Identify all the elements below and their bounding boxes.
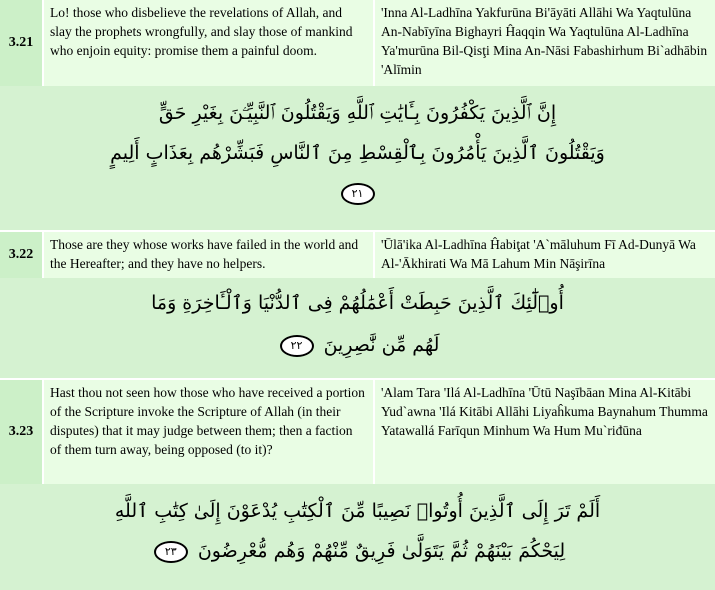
arabic-line: أُو۟لَٰٓئِكَ ٱلَّذِينَ حَبِطَتْ أَعْمَٰلُهُمْ فِى ٱلدُّنْيَا وَٱلْـَٔاخِرَةِ وَمَا [151,292,564,314]
verse-row-3-21 [0,0,715,86]
verse-number: 3.22 [0,232,44,278]
english-translation: Lo! those who disbelieve the revelations of Allah, and slay the prophets wrongfully, and slay those of mankind who enjoin equity: promise them a painful doom. [44,0,375,86]
arabic-line-with-mark [30,540,685,580]
verse-row-3-22 [0,232,715,278]
arabic-line: وَيَقْتُلُونَ ٱلَّذِينَ يَأْمُرُونَ بِٱلْقِسْطِ مِنَ ٱلنَّاسِ فَبَشِّرْهُم بِعَذَابٍ أَلِيمٍ [110,142,605,164]
arabic-line: لِيَحْكُمَ بَيْنَهُمْ ثُمَّ يَتَوَلَّىٰ فَرِيقٌ مِّنْهُمْ وَهُم مُّعْرِضُونَ [197,540,566,562]
arabic-text [0,86,715,230]
arabic-line: لَهُم مِّن نَّٰصِرِينَ [323,334,440,356]
ayah-number-mark: ٢١ [341,183,375,205]
verse-number: 3.23 [0,380,44,484]
ayah-number-mark: ٢٣ [154,541,188,563]
transliteration: 'Alam Tara 'Ilá Al-Ladhīna 'Ūtū Naşībāan Mina Al-Kitābi Yud`awna 'Ilá Kitābi Allāhi Liyaĥkuma Baynahum Thumma Yatawallá Farīqun Minhum Wa Hum Mu`riđūna [375,380,715,484]
verse-row-3-23 [0,380,715,484]
arabic-text [0,278,715,378]
english-translation: Hast thou not seen how those who have received a portion of the Scripture invoke the Scripture of Allah (in their disputes) that it may judge between them; then a faction of them turn away, being opposed (to it)? [44,380,375,484]
arabic-line: أَلَمْ تَرَ إِلَى ٱلَّذِينَ أُوتُوا۟ نَصِيبًا مِّنَ ٱلْكِتَٰبِ يُدْعَوْنَ إِلَىٰ كِتَٰبِ ٱللَّهِ [114,500,601,522]
transliteration: 'Ūlā'ika Al-Ladhīna Ĥabiţat 'A`māluhum Fī Ad-Dunyā Wa Al-'Ākhirati Wa Mā Lahum Min Nāşirīna [375,232,715,278]
english-translation: Those are they whose works have failed in the world and the Hereafter; and they have no helpers. [44,232,375,278]
verse-number: 3.21 [0,0,44,86]
arabic-text [0,484,715,588]
ayah-number-mark: ٢٢ [280,335,314,357]
arabic-line-with-mark [30,334,685,374]
arabic-line: إِنَّ ٱلَّذِينَ يَكْفُرُونَ بِـَٔايَٰتِ ٱللَّهِ وَيَقْتُلُونَ ٱلنَّبِيِّـۧنَ بِغَيْرِ حَقٍّ [158,102,557,124]
transliteration: 'Inna Al-Ladhīna Yakfurūna Bi'āyāti Allāhi Wa Yaqtulūna An-Nabīyīna Bighayri Ĥaqqin Wa Yaqtulūna Al-Ladhīna Ya'murūna Bil-Qisţi Mina An-Nāsi Fabashirhum Bi`adhābin 'Alīmin [375,0,715,86]
